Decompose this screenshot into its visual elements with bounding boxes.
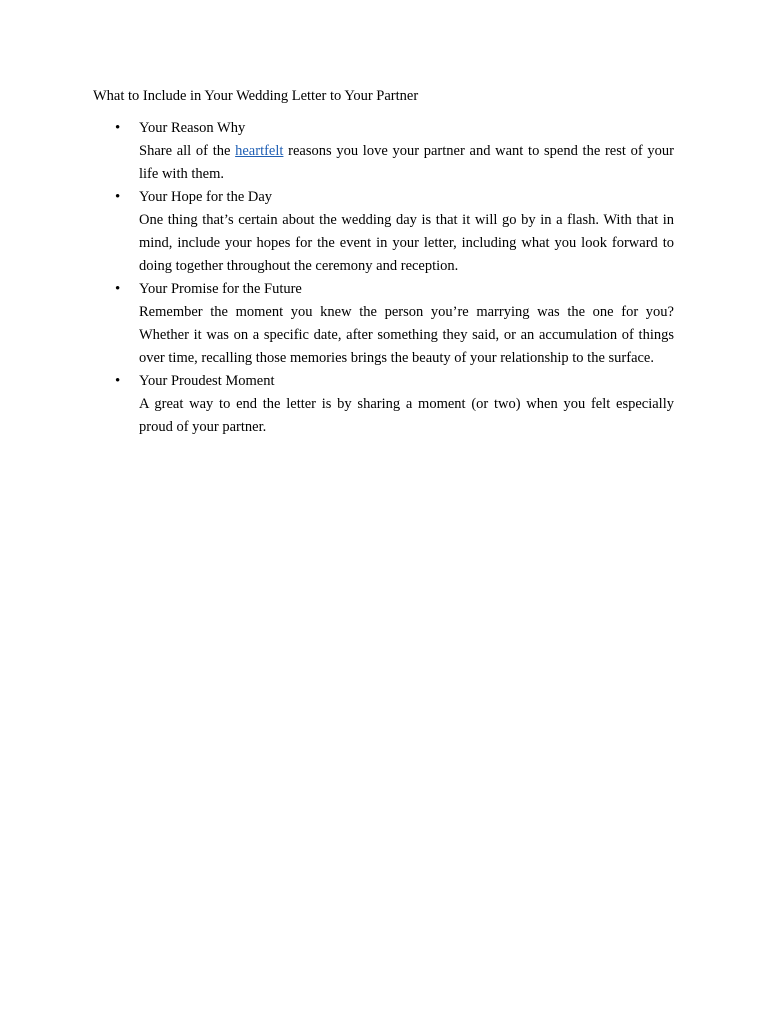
item-body: Remember the moment you knew the person you’re marrying was the one for you? Whether it was on a specific date, after something they said, or an accumulation of things over time, recalling those memories brings the beauty of your relationship to the surface. [139,304,674,366]
bullet-list [0,117,768,439]
bullet-icon: • [115,373,121,389]
item-heading: Your Promise for the Future [139,281,302,297]
document-title: What to Include in Your Wedding Letter to Your Partner [93,88,419,104]
item-heading: Your Proudest Moment [139,373,275,389]
heartfelt-link[interactable]: heartfelt [235,143,284,159]
list-item-promise-future [0,278,768,370]
item-body: A great way to end the letter is by sharing a moment (or two) when you felt especially proud of your partner. [139,396,674,435]
item-heading: Your Reason Why [139,120,246,136]
list-item-hope-for-day [0,186,768,278]
bullet-icon: • [115,189,121,205]
bullet-icon: • [115,281,121,297]
item-body-text: Share all of the [139,143,236,159]
item-body [139,140,674,186]
bullet-icon: • [115,120,121,136]
list-item-proudest-moment [0,370,768,439]
item-body-text: reasons you love your partner and want to spend the rest of your life with them. [139,143,674,182]
item-body: One thing that’s certain about the wedding day is that it will go by in a flash. With that in mind, include your hopes for the event in your letter, including what you look forward to doing together throughout the ceremony and reception. [139,212,674,274]
list-item-reason-why [0,117,768,186]
item-heading: Your Hope for the Day [139,189,273,205]
